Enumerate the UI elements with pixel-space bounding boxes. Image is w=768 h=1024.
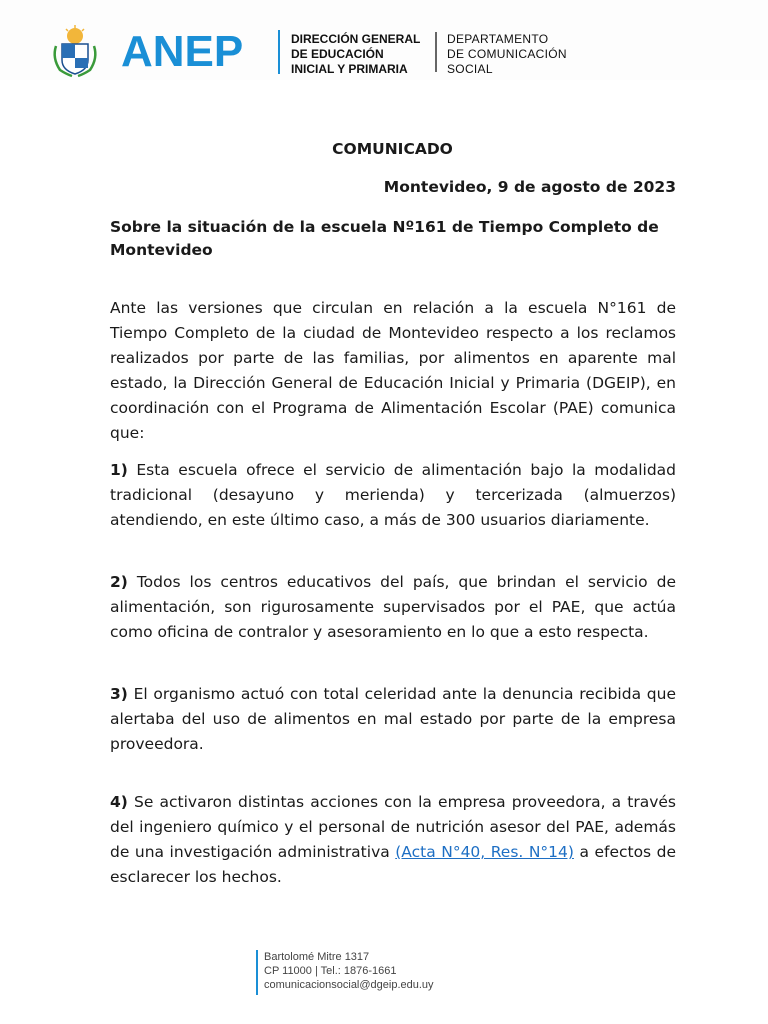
footer-address: Bartolomé Mitre 1317 xyxy=(264,951,370,963)
department-divider xyxy=(435,32,437,72)
anep-logo: ANEP xyxy=(121,27,244,76)
logo-divider xyxy=(278,30,280,74)
point-paragraph-4 xyxy=(110,790,676,890)
point-text: Todos los centros educativos del país, que brindan el servicio de alimentación, son rigurosamente supervisados por el PAE, que actúa como oficina de contralor y asesoramiento en lo que a esto respecta. xyxy=(110,573,676,641)
point-text: a efectos de esclarecer los hechos. xyxy=(110,843,677,886)
document-title: COMUNICADO xyxy=(332,140,453,158)
point-paragraph-3 xyxy=(110,682,676,757)
department-line: SOCIAL xyxy=(447,62,493,76)
footer-divider xyxy=(256,950,258,995)
document-date: Montevideo, 9 de agosto de 2023 xyxy=(383,178,676,196)
dgeip-line: DE EDUCACIÓN xyxy=(291,47,384,61)
point-text: El organismo actuó con total celeridad ante la denuncia recibida que alertaba del uso de alimentos en mal estado por parte de la empresa proveedora. xyxy=(110,685,676,753)
intro-paragraph: Ante las versiones que circulan en relación a la escuela N°161 de Tiempo Completo de la ciudad de Montevideo respecto a los reclamos realizados por parte de las familias, por alimentos en aparente mal estado, la Dirección General de Educación Inicial y Primaria (DGEIP), en coordinación con el Programa de Alimentación Escolar (PAE) comunica que: xyxy=(110,299,676,442)
point-paragraph-2 xyxy=(110,570,676,645)
point-number: 4) xyxy=(110,793,128,811)
point-number: 2) xyxy=(110,573,128,591)
acta-link[interactable]: (Acta N°40, Res. N°14) xyxy=(395,843,574,861)
point-text: Esta escuela ofrece el servicio de alimentación bajo la modalidad tradicional (desayuno y merienda) y tercerizada (almuerzos) atendiendo, en este último caso, a más de 300 usuarios diariamente. xyxy=(110,461,676,529)
document-subject: Sobre la situación de la escuela Nº161 de Tiempo Completo de Montevideo xyxy=(110,218,659,259)
footer-email[interactable]: comunicacionsocial@dgeip.edu.uy xyxy=(264,979,434,991)
dgeip-line: DIRECCIÓN GENERAL xyxy=(291,32,421,46)
department-name xyxy=(447,32,567,77)
point-paragraph-1 xyxy=(110,458,676,533)
footer-contact xyxy=(256,950,446,995)
department-line: DE COMUNICACIÓN xyxy=(447,47,567,61)
dgeip-name xyxy=(291,32,420,77)
point-number: 3) xyxy=(110,685,128,703)
coat-of-arms-icon xyxy=(50,24,100,78)
department-line: DEPARTAMENTO xyxy=(447,32,549,46)
point-text: Se activaron distintas acciones con la empresa proveedora, a través del ingeniero químico y el personal de nutrición asesor del PAE, además de una investigación administrativa xyxy=(110,793,676,861)
letterhead xyxy=(0,0,768,80)
footer-phone: CP 11000 | Tel.: 1876-1661 xyxy=(264,965,397,977)
dgeip-line: INICIAL Y PRIMARIA xyxy=(291,62,408,76)
point-number: 1) xyxy=(110,461,128,479)
